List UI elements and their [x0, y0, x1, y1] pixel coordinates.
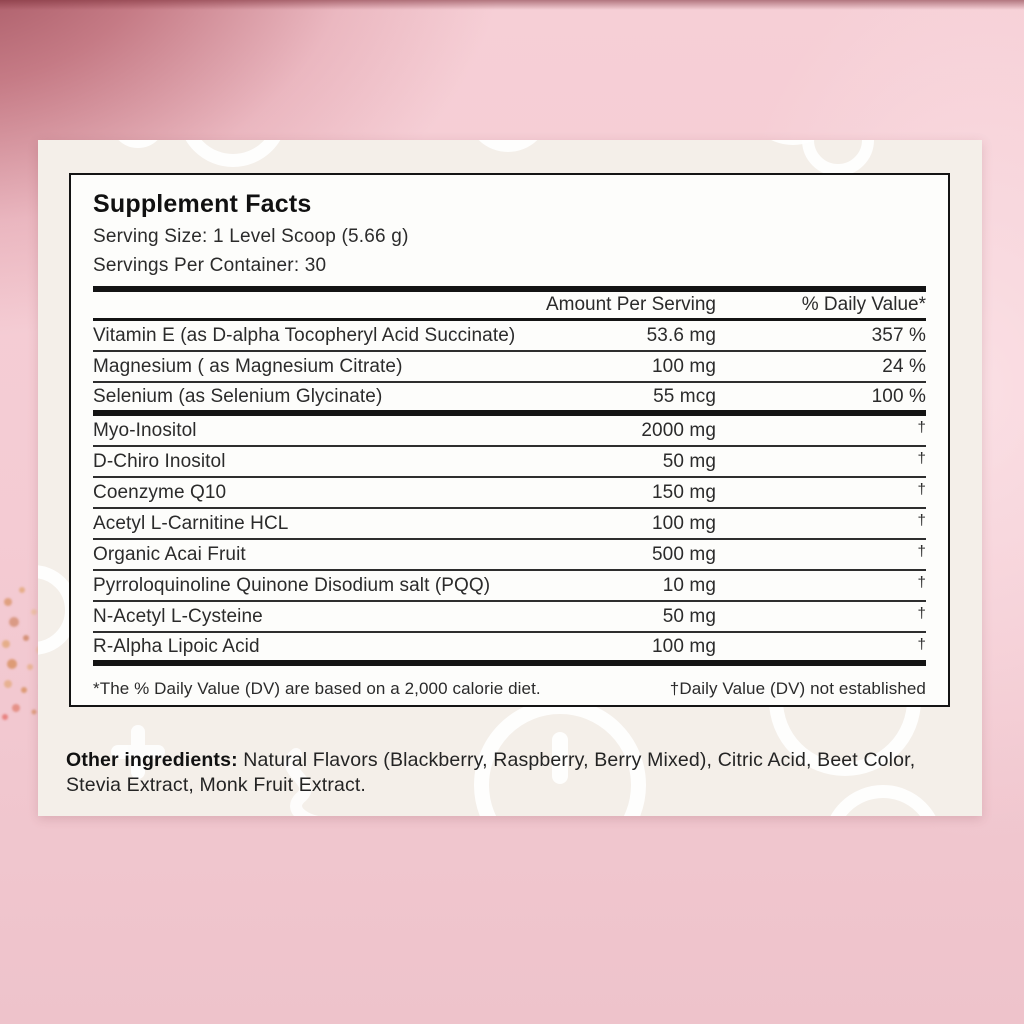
ingredient-name: Pyrroloquinoline Quinone Disodium salt (PQQ): [93, 574, 491, 596]
table-row: [93, 478, 926, 509]
table-row: [93, 383, 926, 416]
panel-title: Supplement Facts: [93, 190, 312, 218]
serving-size: Serving Size: 1 Level Scoop (5.66 g): [93, 226, 409, 247]
ingredient-daily-value: †: [917, 636, 926, 653]
ingredient-daily-value: †: [917, 481, 926, 498]
other-ingredients: [66, 748, 956, 798]
circle-pattern-decoration: [110, 140, 166, 148]
table-row: [93, 352, 926, 383]
ingredient-amount: 150 mg: [652, 481, 716, 503]
ingredient-amount: 500 mg: [652, 543, 716, 565]
ingredient-amount: 55 mcg: [653, 385, 716, 407]
table-row: [93, 447, 926, 478]
ingredient-amount: 50 mg: [662, 450, 716, 472]
ingredient-daily-value: †: [917, 450, 926, 467]
ingredient-daily-value: 357 %: [871, 324, 926, 346]
ingredient-amount: 10 mg: [662, 574, 716, 596]
supplement-facts-panel: [69, 173, 950, 707]
servings-per-container: Servings Per Container: 30: [93, 255, 327, 276]
column-header-daily-value: % Daily Value*: [801, 294, 926, 315]
ingredient-daily-value: 24 %: [882, 355, 926, 377]
footnote-daily-value: *The % Daily Value (DV) are based on a 2,000 calorie diet.: [93, 679, 541, 698]
circle-pattern-decoration: [802, 140, 874, 176]
ingredient-amount: 53.6 mg: [646, 324, 716, 346]
table-row: [93, 416, 926, 447]
footnote-row: [93, 679, 926, 699]
table-row: [93, 321, 926, 352]
ingredient-name: D-Chiro Inositol: [93, 450, 226, 472]
ingredient-name: Acetyl L-Carnitine HCL: [93, 512, 289, 534]
footnote-not-established: †Daily Value (DV) not established: [669, 679, 926, 698]
ingredient-name: Organic Acai Fruit: [93, 543, 246, 565]
ingredient-amount: 100 mg: [652, 635, 716, 657]
ingredient-daily-value: †: [917, 574, 926, 591]
table-row: [93, 509, 926, 540]
ingredient-name: R-Alpha Lipoic Acid: [93, 635, 260, 657]
column-header-amount: Amount Per Serving: [545, 294, 716, 315]
table-row: [93, 540, 926, 571]
ingredient-name: Selenium (as Selenium Glycinate): [93, 385, 383, 407]
ingredient-name: Coenzyme Q10: [93, 481, 227, 503]
ingredient-amount: 100 mg: [652, 512, 716, 534]
ingredient-amount: 100 mg: [652, 355, 716, 377]
ingredient-daily-value: †: [917, 419, 926, 436]
ingredient-daily-value: †: [917, 512, 926, 529]
table-row: [93, 602, 926, 633]
ingredient-name: Myo-Inositol: [93, 419, 197, 441]
other-ingredients-text: Natural Flavors (Blackberry, Raspberry, Berry Mixed), Citric Acid, Beet Color, Stevia Extract, Monk Fruit Extract.: [66, 749, 916, 796]
ingredient-name: Magnesium ( as Magnesium Citrate): [93, 355, 403, 377]
label-card: [38, 140, 982, 816]
table-row: [93, 633, 926, 666]
other-ingredients-label: Other ingredients:: [66, 749, 238, 771]
ingredient-daily-value: †: [917, 605, 926, 622]
ingredient-amount: 2000 mg: [641, 419, 716, 441]
ingredient-name: N-Acetyl L-Cysteine: [93, 605, 263, 627]
column-header-row: [93, 292, 926, 321]
circle-pattern-decoration: [466, 140, 550, 152]
ingredient-name: Vitamin E (as D-alpha Tocopheryl Acid Succinate): [93, 324, 516, 346]
ingredient-daily-value: †: [917, 543, 926, 560]
ingredient-amount: 50 mg: [662, 605, 716, 627]
table-row: [93, 571, 926, 602]
circle-pattern-decoration: [178, 140, 288, 167]
ingredient-daily-value: 100 %: [871, 385, 926, 407]
